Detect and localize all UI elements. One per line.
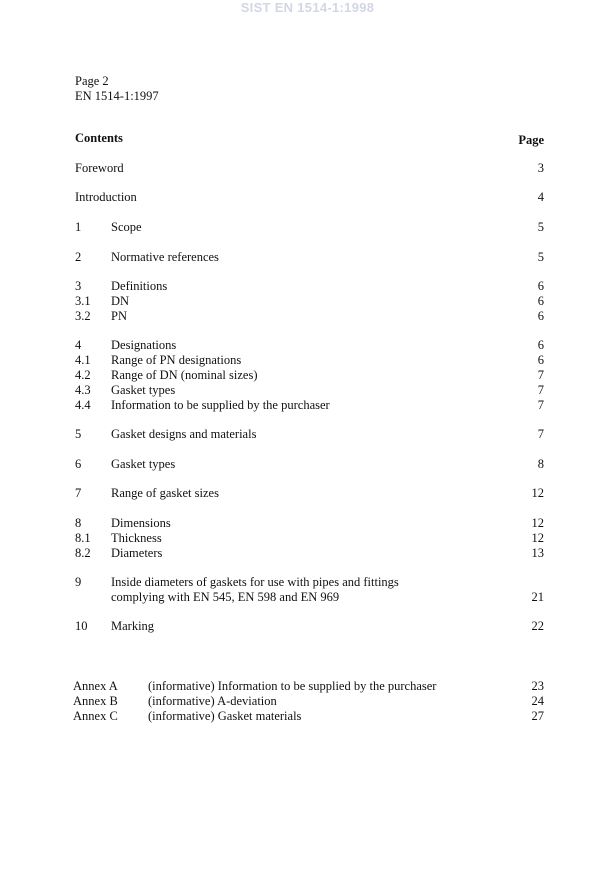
toc-entry-page: 6 bbox=[537, 338, 544, 352]
annex-page: 23 bbox=[531, 679, 544, 693]
toc-entry-title[interactable]: Range of gasket sizes bbox=[111, 486, 219, 500]
toc-entry-page: 5 bbox=[537, 250, 544, 264]
toc-entry-title[interactable]: Inside diameters of gaskets for use with pipes and fittings bbox=[111, 575, 399, 589]
toc-entry-page: 22 bbox=[531, 619, 544, 633]
toc-entry-page: 7 bbox=[537, 368, 544, 382]
annex-label: Annex A bbox=[73, 679, 118, 693]
toc-entry-page: 3 bbox=[537, 161, 544, 175]
annex-label: Annex B bbox=[73, 694, 118, 708]
toc-entry-title[interactable]: Introduction bbox=[75, 190, 137, 204]
toc-entry-number: 4 bbox=[75, 338, 82, 352]
toc-entry-number: 6 bbox=[75, 457, 82, 471]
toc-entry-page: 21 bbox=[531, 590, 544, 604]
toc-entry-page: 12 bbox=[531, 531, 544, 545]
toc-entry-title[interactable]: Gasket designs and materials bbox=[111, 427, 257, 441]
page-label: Page 2 bbox=[75, 74, 109, 88]
toc-entry-page: 7 bbox=[537, 427, 544, 441]
toc-entry-title[interactable]: Definitions bbox=[111, 279, 168, 293]
toc-entry-page: 6 bbox=[537, 294, 544, 308]
toc-entry-page: 12 bbox=[531, 486, 544, 500]
annex-page: 27 bbox=[531, 709, 544, 723]
toc-entry-title[interactable]: complying with EN 545, EN 598 and EN 969 bbox=[111, 590, 340, 604]
toc-entry-page: 6 bbox=[537, 309, 544, 323]
toc-entry-page: 7 bbox=[537, 398, 544, 412]
toc-entry-page: 6 bbox=[537, 279, 544, 293]
toc-entry-number: 8.2 bbox=[75, 546, 91, 560]
toc-entry-number: 3.2 bbox=[75, 309, 91, 323]
toc-entry-number: 1 bbox=[75, 220, 82, 234]
document-id: EN 1514-1:1997 bbox=[75, 89, 159, 103]
toc-entry-page: 12 bbox=[531, 516, 544, 530]
toc-entry-page: 8 bbox=[537, 457, 544, 471]
annex-title[interactable]: (informative) Information to be supplied by the purchaser bbox=[148, 679, 437, 693]
toc-entry-number: 2 bbox=[75, 250, 82, 264]
toc-entry-number: 8.1 bbox=[75, 531, 91, 545]
toc-entry-number: 3 bbox=[75, 279, 82, 293]
annex-title[interactable]: (informative) A-deviation bbox=[148, 694, 277, 708]
toc-entry-number: 3.1 bbox=[75, 294, 91, 308]
toc-entry-title[interactable]: Foreword bbox=[75, 161, 124, 175]
toc-entry-page: 5 bbox=[537, 220, 544, 234]
annex-title[interactable]: (informative) Gasket materials bbox=[148, 709, 302, 723]
toc-entry-title[interactable]: PN bbox=[111, 309, 127, 323]
toc-entry-number: 9 bbox=[75, 575, 82, 589]
toc-entry-title[interactable]: Information to be supplied by the purchaser bbox=[111, 398, 330, 412]
toc-entry-title[interactable]: Scope bbox=[111, 220, 142, 234]
toc-entry-page: 4 bbox=[537, 190, 544, 204]
toc-entry-number: 4.1 bbox=[75, 353, 91, 367]
toc-entry-title[interactable]: Gasket types bbox=[111, 457, 176, 471]
toc-entry-number: 4.3 bbox=[75, 383, 91, 397]
contents-heading: Contents bbox=[75, 131, 123, 145]
toc-entry-title[interactable]: Thickness bbox=[111, 531, 162, 545]
toc-entry-page: 13 bbox=[531, 546, 544, 560]
toc-entry-title[interactable]: Diameters bbox=[111, 546, 163, 560]
annex-label: Annex C bbox=[73, 709, 118, 723]
toc-entry-title[interactable]: Normative references bbox=[111, 250, 219, 264]
toc-entry-page: 7 bbox=[537, 383, 544, 397]
toc-entry-title[interactable]: Range of PN designations bbox=[111, 353, 242, 367]
toc-entry-title[interactable]: Range of DN (nominal sizes) bbox=[111, 368, 258, 382]
toc-entry-number: 7 bbox=[75, 486, 82, 500]
watermark: SIST EN 1514-1:1998 bbox=[240, 0, 375, 15]
toc-entry-page: 6 bbox=[537, 353, 544, 367]
toc-entry-number: 4.4 bbox=[75, 398, 91, 412]
toc-entry-title[interactable]: Designations bbox=[111, 338, 177, 352]
toc-entry-title[interactable]: Dimensions bbox=[111, 516, 171, 530]
toc-entry-title[interactable]: Marking bbox=[111, 619, 155, 633]
toc-entry-title[interactable]: DN bbox=[111, 294, 130, 308]
toc-entry-title[interactable]: Gasket types bbox=[111, 383, 176, 397]
toc-entry-number: 8 bbox=[75, 516, 82, 530]
toc-entry-number: 10 bbox=[75, 619, 88, 633]
toc-entry-number: 4.2 bbox=[75, 368, 91, 382]
page-column-heading: Page bbox=[518, 133, 544, 147]
annex-page: 24 bbox=[531, 694, 544, 708]
toc-entry-number: 5 bbox=[75, 427, 82, 441]
